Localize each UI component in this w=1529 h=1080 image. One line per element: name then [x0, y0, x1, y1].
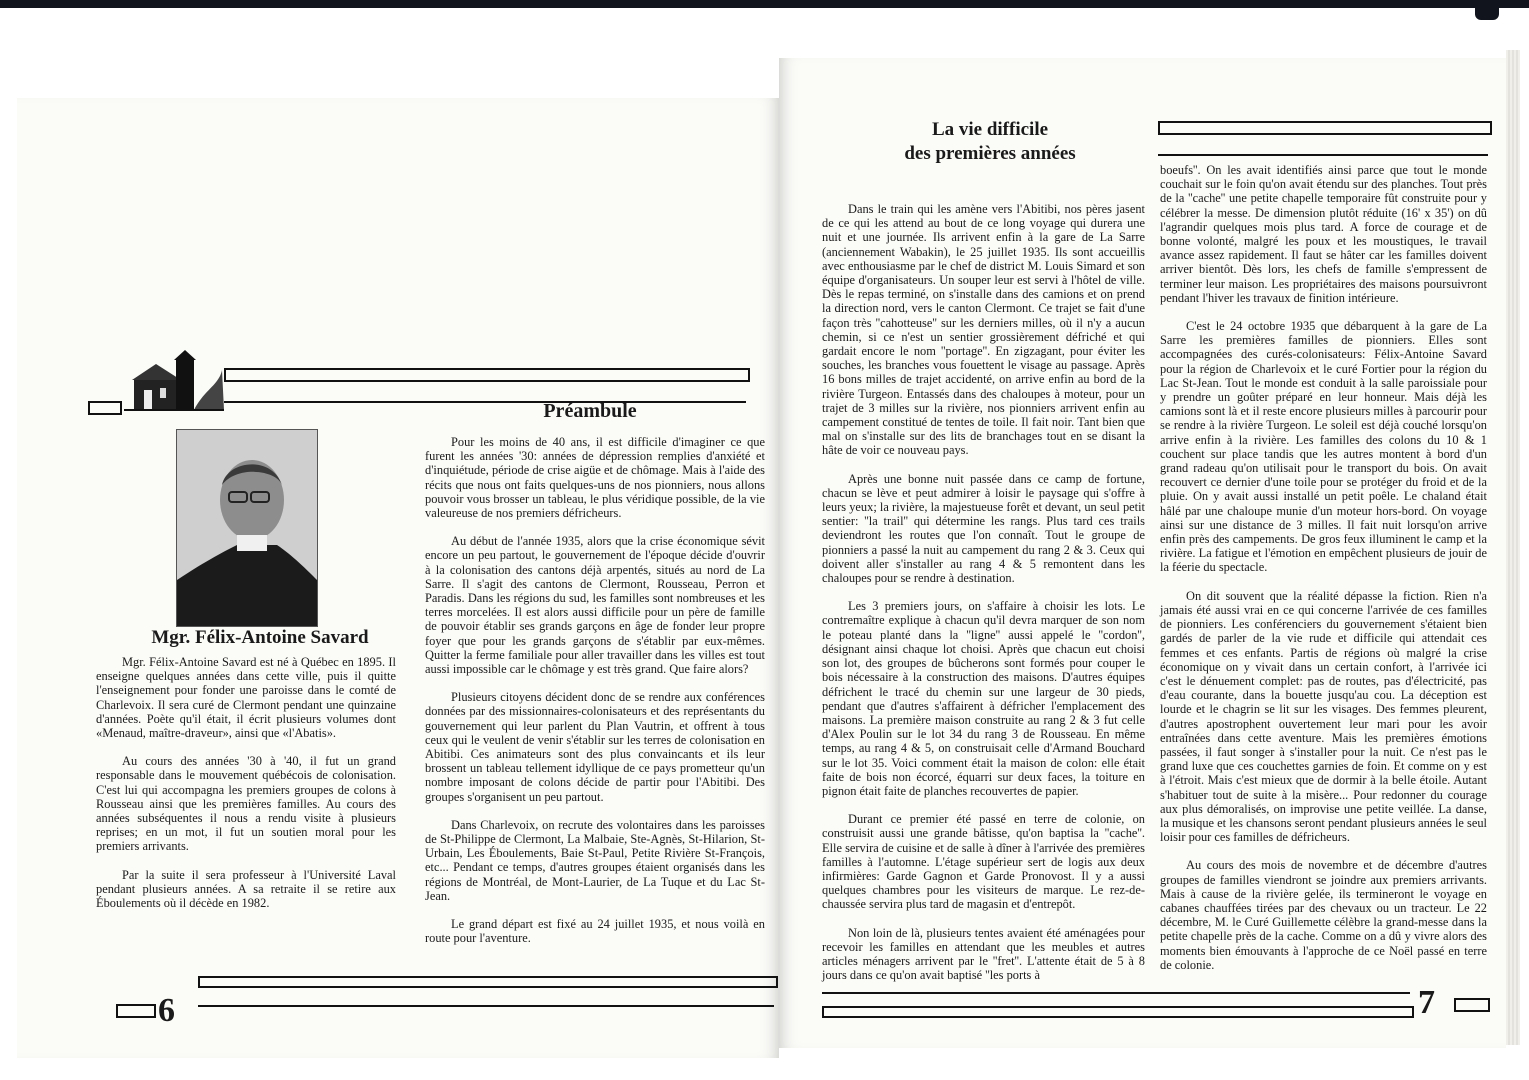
binding-clip — [1475, 0, 1499, 20]
title-rule-line — [1158, 154, 1488, 156]
header-rule-long-box — [224, 368, 750, 382]
article-paragraph: C'est le 24 octobre 1935 que débarquent à la gare de La Sarre les premières familles de pionniers. Elles sont accompagnées des curés-colonisateurs: Félix-Antoine Savard pour la région de Charlevoix et le curé Fortier pour la région du Lac St-Jean. Tout le monde est conduit à la salle paroissiale pour y prendre un goûter préparé en leur honneur. Mais déjà les camions sont là et il reste encore plusieurs milles à parcourir pour se rendre à la rivière Turgeon. Le soleil est déjà couché lorsqu'on arrive enfin à la rivière. Les familles des colons du 10 & 1 couchent sur place tandis que les autres montent à bord d'un grand radeau qu'on utilisait pour le transport du bois. On avait recouvert ce dernier d'une toile pour se protéger du froid et de la pluie. On y avait aussi installé un petit poêle. Le chaland était hâlé par une chaloupe munie d'un moteur hors-bord. On voyage ainsi sur une distance de 3 milles. Il fait nuit lorsqu'on arrive enfin près des campements. De gros feux illuminent le camp et la rivière. La fatigue et l'émotion en empêchent plusieurs de jouir de la féerie du spectacle. — [1160, 319, 1487, 575]
article-paragraph: On dit souvent que la réalité dépasse la fiction. Rien n'a jamais été aussi vrai en ce qui concerne l'arrivée de ces familles de pionniers. Les conférenciers du gouvernement s'étaient bien gardés de parler de la vie rude et difficile qui attendait ces femmes et ces enfants. Partis de régions où malgré la crise économique on y vivait dans un certain confort, à l'arrivée ici c'est le dénuement complet: pas de routes, pas d'électricité, pas d'eau courante, dans la bouette jusqu'au cou. La déception est lourde et le chagrin se lit sur les visages. Des femmes pleurent, d'autres apostrophent ouvertement leur mari pour les avoir entraînées dans cette aventure. Mais les premières émotions passées, il faut songer à s'installer pour la nuit. Ce n'est pas le grand luxe que ces couchettes garnies de foin. Et comme on y est à l'étroit. Mais c'est mieux que de dormir à la belle étoile. Autant s'habituer tout de suite à la misère... Pour redonner du courage aux plus démoralisés, on improvise une petite veillée. La danse, la musique et les chansons seront pendant plusieurs années le seul loisir pour ces familles de défricheurs. — [1160, 588, 1487, 845]
preambule-paragraph: Au début de l'année 1935, alors que la crise économique sévit encore un peu partout, le gouvernement de l'époque décide d'ouvrir à la colonisation des cantons déjà arpentés, situés au nord de La Sarre. Il s'agit des cantons de Clermont, Rousseau, Perron et Paradis. Dans les régions du sud, les familles sont nombreuses et les terres morcelées. Il est alors aussi difficile pour un père de famille de pouvoir établir ses grands garçons en âge de fonder leur propre foyer que pour les grands garçons de s'établir par eux-mêmes. Quitter la ferme familiale pour aller travailler dans les villes est tout aussi impossible car le chômage y est très grand. Que faire alors? — [425, 534, 765, 677]
title-rule-box — [1158, 121, 1492, 135]
footer-right-small-box — [1454, 998, 1490, 1012]
article-paragraph: Au cours des mois de novembre et de décembre d'autres groupes de familles viendront se joindre aux premiers arrivants. Mais à cause de la rivière gelée, ils termineront le voyage en cabanes chauffées tirées par des chevaux ou un tracteur. Le 22 décembre, M. le Curé Guillemette célèbre la grand-messe dans la petite chapelle près de la cache. Comme on a dû y vivre alors des moments bien émouvants à l'approche de ce Noël passé en terre de colonie. — [1160, 858, 1487, 972]
preambule-paragraph: Le grand départ est fixé au 24 juillet 1935, et nous voilà en route pour l'aventure. — [425, 917, 765, 946]
page-edge — [1506, 50, 1520, 1045]
preambule-paragraph: Pour les moins de 40 ans, il est difficile d'imaginer ce que furent les années '30: années de dépression remplies d'anxiété et d'inquiétude, période de crise aigüe et de chômage. Mais à l'aide des récits que nous ont faits quelques-uns de nos pionniers, nous allons pouvoir vous brosser un tableau, le plus véridique possible, de la vie valeureuse de nos premiers défricheurs. — [425, 435, 765, 521]
article-paragraph: Durant ce premier été passé en terre de colonie, on construisit aussi une grande bâtisse, qu'on baptisa la ''cache''. Elle servira de cuisine et de salle à dîner à l'arrivée des premières familles à l'automne. L'étage supérieur sert de logis aux deux infirmières: Garde Gagnon et Garde Pronovost. Il y a aussi quelques chambres pour les visiteurs de marque. Le rez-de-chaussée servira plus tard de magasin et d'entrepôt. — [822, 812, 1145, 912]
footer-rule-small-box — [116, 1004, 156, 1018]
preambule-title: Préambule — [543, 400, 637, 422]
profile-paragraph: Au cours des années '30 à '40, il fut un grand responsable dans le mouvement québécois de colonisation. C'est lui qui accompagna les premiers groupes de colons à Rousseau ainsi que les premières familles. Au cours des années subséquentes il nous a rendu visite à plusieurs reprises; en un mot, il fut un soutien moral pour les premiers arrivants. — [96, 754, 396, 854]
profile-name: Mgr. Félix-Antoine Savard — [151, 627, 369, 648]
article-paragraph: Les 3 premiers jours, on s'affaire à choisir les lots. Le contremaître explique à chacun qu'il devra marquer de son nom le poteau planté dans la ''ligne'' aussi appelé le ''cordon'', désignant ainsi chaque lot choisi. Après que chacun eut choisi son lot, des groupes de bûcherons sont formés pour couper le bois nécessaire à la construction des maisons. D'autres équipes défrichent le tracé du chemin sur une largeur de 30 pieds, pendant que d'autres s'affairent à défricher l'emplacement des maisons. La première maison construite au rang 2 & 3 fut celle d'Alex Poulin sur le lot 34 du rang 3 de Rousseau. En même temps, au rang 4 & 5, on construisait celle d'Armand Bouchard sur le lot 35. Voici comment était la maison de colon: elle était faite de bois non écorcé, équarri sur deux faces, la toiture en pignon était faite de planches recouvertes de papier. — [822, 599, 1145, 798]
profile-paragraph: Par la suite il sera professeur à l'Université Laval pendant plusieurs années. A sa retraite il se retire aux Éboulements où il décède en 1982. — [96, 867, 396, 911]
footer-rule-line — [198, 1005, 774, 1007]
footer-right-rule-line — [822, 992, 1410, 994]
footer-right-rule-box — [822, 1006, 1414, 1018]
article-column-1 — [822, 202, 1145, 996]
page-number-left: 6 — [158, 992, 175, 1029]
footer-rule-long-box — [198, 976, 778, 988]
article-column-2 — [1160, 163, 1487, 986]
article-title — [830, 118, 1150, 166]
profile-paragraph: Mgr. Félix-Antoine Savard est né à Québec en 1895. Il enseigne quelques années dans cette ville, puis il quitte l'enseignement pour fonder une paroisse dans le comté de Charlevoix. Il sera curé de Clermont pendant une quinzaine d'années. Poète qu'il était, il écrit plusieurs volumes dont «Menaud, maître-draveur», ainsi que «l'Abatis». — [96, 655, 396, 741]
article-paragraph: Après une bonne nuit passée dans ce camp de fortune, chacun se lève et peut admirer à loisir le paysage qui s'offre à leurs yeux; la rivière, la majestueuse forêt et devant, un seul petit sentier: ''la trail'' qui détermine les rangs. Plus tard ces trails deviendront les routes que l'on connaît. Tout le groupe de pionniers a passé la nuit au campement du rang 2 & 3. Ceux qui doivent aller s'installer au rang 4 & 5 remontent dans les chaloupes pour se rendre à destination. — [822, 471, 1145, 586]
preambule-column — [425, 435, 765, 960]
church-illustration-icon — [124, 350, 224, 416]
article-paragraph: Non loin de là, plusieurs tentes avaient été aménagées pour recevoir les familles en attendant que les meubles et autres articles ménagers arrivent par le ''fret''. L'attente était de 5 à 8 jours dans ce qu'on avait baptisé ''les ports à — [822, 925, 1145, 983]
article-title-line1: La vie difficile — [931, 119, 1049, 140]
header-rule-small-box — [88, 401, 122, 415]
profile-column — [96, 655, 396, 924]
portrait-photo — [176, 429, 318, 627]
preambule-paragraph: Plusieurs citoyens décident donc de se rendre aux conférences données par des missionnaires-colonisateurs et des représentants du gouvernement qui leur parlent du Plan Vautrin, et offrent à tous ceux qui le veulent de venir s'établir sur les terres de colonisation en Abitibi. Ces animateurs sont des plus convaincants et ils leur brossent un tableau tellement idyllique de ce pays prometteur qu'un nombre imposant de colons décide de partir pour l'Abitibi. Des groupes s'organisent un peu partout. — [425, 690, 765, 804]
top-binding-bar — [0, 0, 1529, 8]
article-paragraph: boeufs''. On les avait identifiés ainsi parce que tout le monde couchait sur le foin qu'on avait étendu sur des planches. Tout près de la ''cache'' une petite chapelle temporaire fût construite pour y célébrer la messe. De dimension plutôt réduite (16' x 35') on dû l'agrandir quelques mois plus tard. A force de courage et de bonne volonté, malgré les poux et les moustiques, le travail avance assez rapidement. Il faut se hâter car les familles doivent arriver bientôt. Dès lors, les chefs de famille s'empressent de terminer leur maison. Les propriétaires des maisons poursuivront pendant l'hiver les travaux de finition intérieure. — [1160, 163, 1487, 305]
preambule-paragraph: Dans Charlevoix, on recrute des volontaires dans les paroisses de St-Philippe de Clermont, La Malbaie, Ste-Agnès, St-Hilarion, St-Urbain, Les Éboulements, Baie St-Paul, Petite Rivière St-François, etc... Pendant ce temps, d'autres groupes étaient organisés dans les régions de Montréal, de Mont-Laurier, de La Tuque et du Lac St-Jean. — [425, 817, 765, 903]
article-title-line2: des premières années — [904, 143, 1076, 164]
article-paragraph: Dans le train qui les amène vers l'Abitibi, nos pères jasent de ce qui les attend au bout de ce long voyage qui durera une nuit et une journée. Ils arrivent enfin à la gare de La Sarre (anciennement Wabakin), le 25 juillet 1935. Ils sont accueillis avec enthousiasme par le chef de district M. Louis Simard et son équipe d'organisateurs. Un souper leur est servi à l'hôtel de ville. Dès le repas terminé, on s'installe dans des camions et on prend la direction nord, vers le canton Clermont. Ce trajet se fait d'une façon très ''cahotteuse'' sur les derniers milles, où il n'y a aucun chemin, si ce n'est un sentier grossièrement défriché et qui gardait encore le nom ''portage''. En zigzagant, pour éviter les souches, les branches vous fouettent le visage au passage. Après 16 bons milles de trajet accidenté, on arrive enfin au bord de la rivière Turgeon. Entassés dans des chaloupes à moteur, pour un trajet de 3 milles sur la rivière, nos pionniers arrivent enfin au campement constitué de tentes de toile. Il fait noir. Tant bien que mal on s'installe sur des lits de branchages tout en se disant la hâte de voir ce nouveau pays. — [822, 202, 1145, 458]
page-number-right: 7 — [1418, 984, 1435, 1021]
